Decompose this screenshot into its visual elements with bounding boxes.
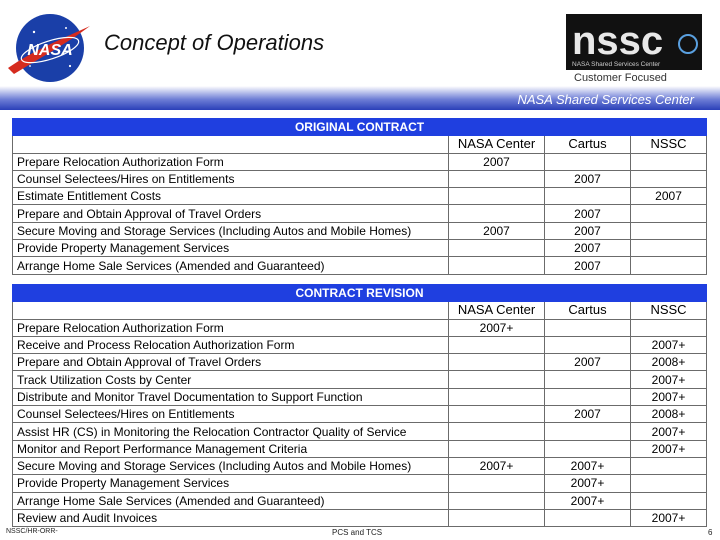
year-cell (449, 188, 545, 205)
year-cell (631, 205, 707, 222)
table-row (13, 371, 707, 388)
year-cell: 2007 (631, 188, 707, 205)
year-cell (449, 388, 545, 405)
year-cell (545, 423, 631, 440)
year-cell: 2007+ (449, 457, 545, 474)
table-row (13, 475, 707, 492)
year-cell: 2007+ (631, 509, 707, 526)
year-cell (449, 371, 545, 388)
column-header-row (13, 302, 707, 319)
year-cell (631, 222, 707, 239)
year-cell (545, 319, 631, 336)
year-cell: 2007+ (545, 457, 631, 474)
year-cell (449, 440, 545, 457)
original-contract-table (12, 118, 707, 275)
column-header: NASA Center (449, 136, 545, 153)
year-cell (545, 440, 631, 457)
table-row (13, 336, 707, 353)
column-header (13, 302, 449, 319)
original-contract-heading-row (13, 119, 707, 136)
task-cell: Counsel Selectees/Hires on Entitlements (13, 406, 449, 423)
column-header: NASA Center (449, 302, 545, 319)
task-cell: Counsel Selectees/Hires on Entitlements (13, 170, 449, 187)
task-cell: Review and Audit Invoices (13, 509, 449, 526)
task-cell: Provide Property Management Services (13, 475, 449, 492)
table-row (13, 319, 707, 336)
year-cell: 2007 (449, 222, 545, 239)
year-cell: 2007 (449, 153, 545, 170)
year-cell (545, 153, 631, 170)
year-cell (449, 354, 545, 371)
year-cell (449, 240, 545, 257)
year-cell (449, 257, 545, 274)
task-cell: Distribute and Monitor Travel Documentation to Support Function (13, 388, 449, 405)
year-cell: 2007 (545, 406, 631, 423)
table-row (13, 440, 707, 457)
task-cell: Prepare Relocation Authorization Form (13, 153, 449, 170)
year-cell: 2007 (545, 222, 631, 239)
table-row (13, 205, 707, 222)
task-cell: Prepare and Obtain Approval of Travel Orders (13, 354, 449, 371)
year-cell: 2007+ (631, 423, 707, 440)
table-row (13, 388, 707, 405)
table-row (13, 492, 707, 509)
year-cell (449, 406, 545, 423)
year-cell: 2007+ (631, 388, 707, 405)
nasa-logo-text: NASA (27, 42, 73, 59)
contract-revision-heading-row (13, 285, 707, 302)
year-cell (631, 457, 707, 474)
table-row (13, 222, 707, 239)
year-cell (631, 170, 707, 187)
year-cell (449, 170, 545, 187)
table-row (13, 153, 707, 170)
year-cell: 2007+ (449, 319, 545, 336)
year-cell: 2007 (545, 257, 631, 274)
year-cell (631, 492, 707, 509)
table-row (13, 457, 707, 474)
page-title: Concept of Operations (104, 30, 325, 55)
table-row (13, 240, 707, 257)
column-header: NSSC (631, 302, 707, 319)
year-cell (449, 492, 545, 509)
year-cell (631, 319, 707, 336)
page-subtitle: NASA Shared Services Center (517, 92, 694, 107)
task-cell: Prepare and Obtain Approval of Travel Orders (13, 205, 449, 222)
year-cell (631, 475, 707, 492)
year-cell: 2007+ (545, 475, 631, 492)
year-cell (449, 509, 545, 526)
year-cell: 2008+ (631, 406, 707, 423)
year-cell: 2007 (545, 205, 631, 222)
year-cell (545, 388, 631, 405)
year-cell: 2007 (545, 170, 631, 187)
task-cell: Track Utilization Costs by Center (13, 371, 449, 388)
contract-revision-table (12, 284, 707, 527)
year-cell (545, 188, 631, 205)
table-row (13, 170, 707, 187)
task-cell: Receive and Process Relocation Authorization Form (13, 336, 449, 353)
nssc-logo-small-text: NASA Shared Services Center (572, 61, 661, 68)
year-cell (545, 336, 631, 353)
year-cell (545, 509, 631, 526)
footer-center: PCS and TCS (332, 528, 383, 537)
year-cell (449, 475, 545, 492)
task-cell: Assist HR (CS) in Monitoring the Relocation Contractor Quality of Service (13, 423, 449, 440)
year-cell: 2007+ (631, 371, 707, 388)
year-cell: 2007+ (545, 492, 631, 509)
contract-revision-heading: CONTRACT REVISION (13, 285, 707, 302)
year-cell (545, 371, 631, 388)
table-row (13, 188, 707, 205)
nssc-logo (566, 14, 702, 86)
column-header (13, 136, 449, 153)
original-contract-heading: ORIGINAL CONTRACT (13, 119, 707, 136)
table-row (13, 257, 707, 274)
footer-left: NSSC/HR-ORR- (6, 528, 58, 535)
task-cell: Monitor and Report Performance Management Criteria (13, 440, 449, 457)
year-cell: 2007+ (631, 440, 707, 457)
year-cell: 2007+ (631, 336, 707, 353)
nssc-tagline: Customer Focused (574, 72, 667, 84)
task-cell: Secure Moving and Storage Services (Including Autos and Mobile Homes) (13, 222, 449, 239)
nasa-logo (4, 10, 92, 86)
year-cell (631, 257, 707, 274)
nssc-logo-text: nssc (572, 19, 664, 63)
table-row (13, 423, 707, 440)
page-number: 6 (708, 528, 713, 537)
year-cell: 2008+ (631, 354, 707, 371)
task-cell: Arrange Home Sale Services (Amended and Guaranteed) (13, 492, 449, 509)
task-cell: Arrange Home Sale Services (Amended and Guaranteed) (13, 257, 449, 274)
task-cell: Prepare Relocation Authorization Form (13, 319, 449, 336)
year-cell (449, 205, 545, 222)
year-cell (449, 336, 545, 353)
task-cell: Estimate Entitlement Costs (13, 188, 449, 205)
year-cell: 2007 (545, 240, 631, 257)
table-row (13, 354, 707, 371)
column-header-row (13, 136, 707, 153)
task-cell: Secure Moving and Storage Services (Including Autos and Mobile Homes) (13, 457, 449, 474)
year-cell (631, 240, 707, 257)
table-row (13, 406, 707, 423)
year-cell: 2007 (545, 354, 631, 371)
task-cell: Provide Property Management Services (13, 240, 449, 257)
table-row (13, 509, 707, 526)
column-header: Cartus (545, 136, 631, 153)
column-header: Cartus (545, 302, 631, 319)
year-cell (449, 423, 545, 440)
year-cell (631, 153, 707, 170)
column-header: NSSC (631, 136, 707, 153)
